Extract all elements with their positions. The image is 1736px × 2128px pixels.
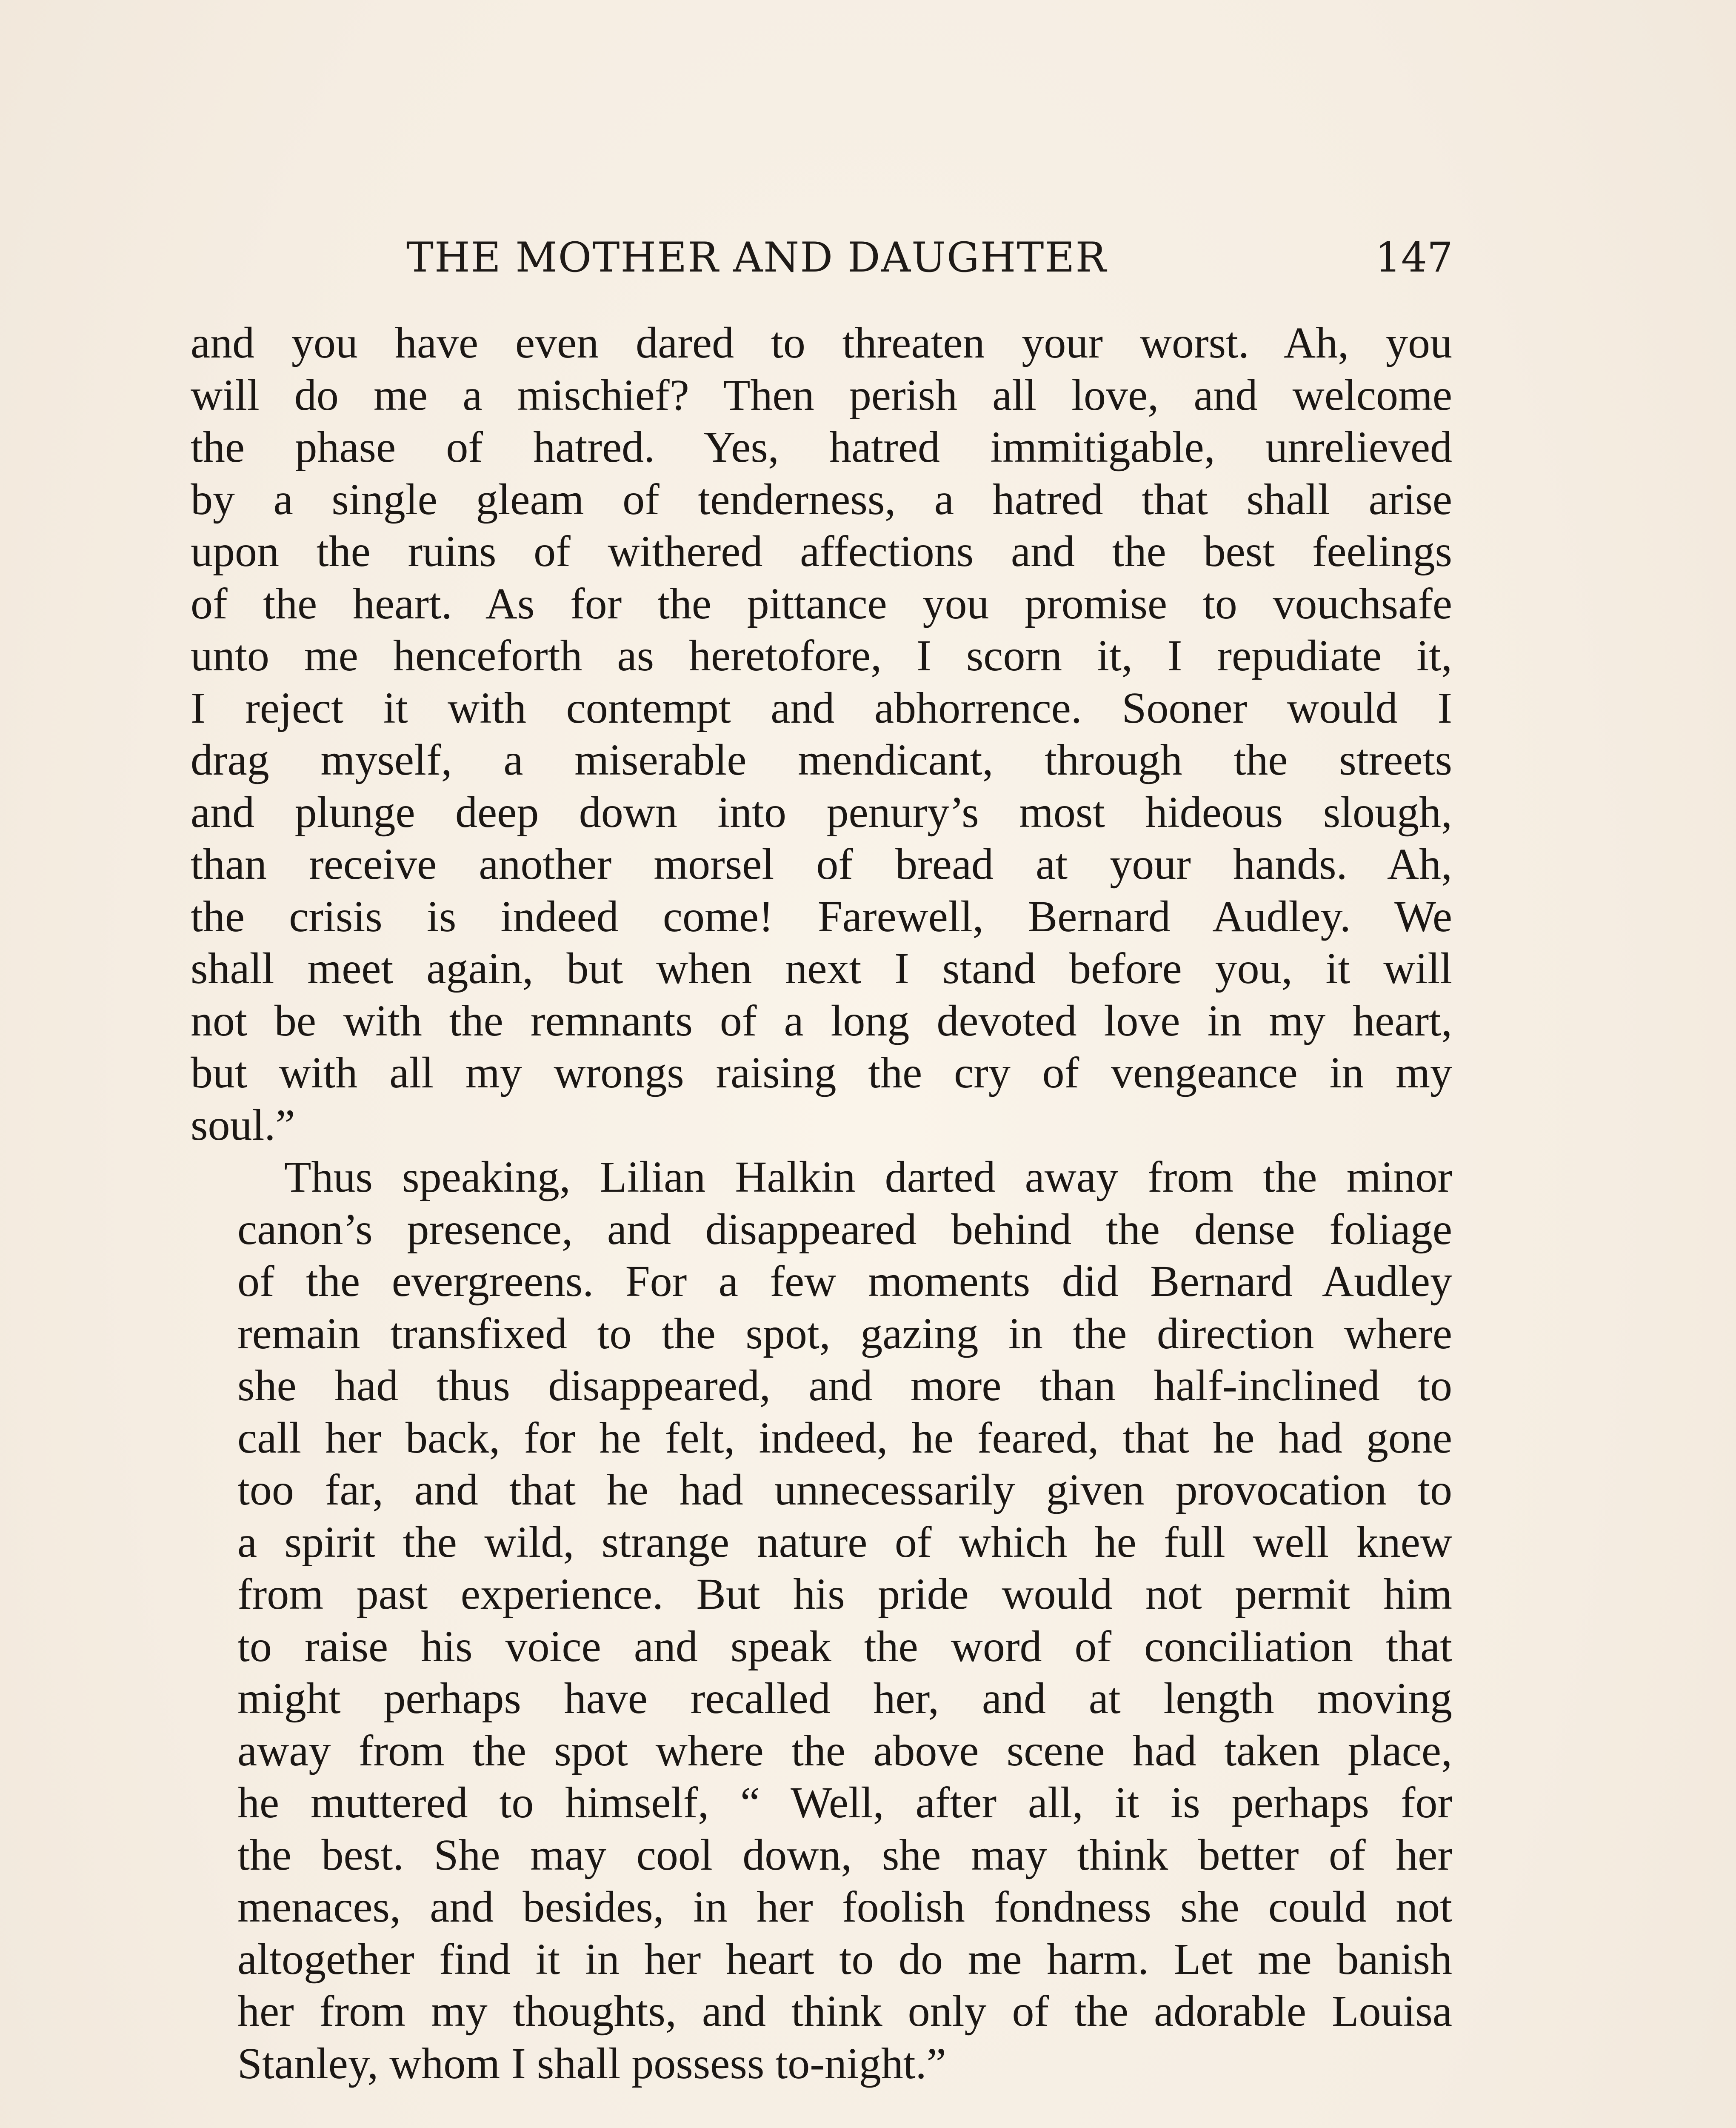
text-line: she had thus disappeared, and more than half-inclined to [237, 1361, 1452, 1410]
text-line: but with all my wrongs raising the cry of vengeance in my [191, 1048, 1452, 1097]
text-line: call her back, for he felt, indeed, he feared, that he had gone [237, 1413, 1452, 1462]
text-line: her from my thoughts, and think only of the adorable Louisa [237, 1987, 1452, 2036]
text-line: from past experience. But his pride would not permit him [237, 1570, 1452, 1619]
text-line: and plunge deep down into penury’s most hideous slough, [191, 787, 1452, 837]
text-line: I reject it with contempt and abhorrence. Sooner would I [191, 683, 1452, 732]
text-line: away from the spot where the above scene had taken place, [237, 1726, 1452, 1775]
text-line: the crisis is indeed come! Farewell, Bernard Audley. We [191, 892, 1452, 941]
text-line: unto me henceforth as heretofore, I scorn it, I repudiate it, [191, 631, 1452, 680]
text-line: to raise his voice and speak the word of conciliation that [237, 1622, 1452, 1671]
text-line: the phase of hatred. Yes, hatred immitigable, unrelieved [191, 423, 1452, 472]
text-line: and you have even dared to threaten your worst. Ah, you [191, 318, 1452, 367]
text-line: will do me a mischief? Then perish all love, and welcome [191, 370, 1452, 420]
text-line: drag myself, a miserable mendicant, through the streets [191, 735, 1452, 784]
text-line: he muttered to himself, “ Well, after all, it is perhaps for [237, 1778, 1452, 1827]
text-line: the best. She may cool down, she may think better of her [237, 1830, 1452, 1879]
running-head [194, 230, 1453, 285]
text-line: soul.” [191, 1100, 295, 1150]
text-line: might perhaps have recalled her, and at length moving [237, 1674, 1452, 1723]
text-line: not be with the remnants of a long devoted love in my heart, [191, 996, 1452, 1045]
text-line: menaces, and besides, in her foolish fondness she could not [237, 1882, 1452, 1931]
text-line: too far, and that he had unnecessarily given provocation to [237, 1465, 1452, 1514]
text-line: shall meet again, but when next I stand before you, it will [191, 944, 1452, 993]
text-line: Thus speaking, Lilian Halkin darted away from the minor [284, 1153, 1452, 1201]
text-line: than receive another morsel of bread at your hands. Ah, [191, 840, 1452, 889]
text-line: altogether find it in her heart to do me harm. Let me banish [237, 1934, 1452, 1984]
text-line: canon’s presence, and disappeared behind the dense foliage [237, 1204, 1452, 1254]
text-line: by a single gleam of tenderness, a hatred that shall arise [191, 475, 1452, 524]
text-line: remain transfixed to the spot, gazing in the direction where [237, 1309, 1452, 1358]
text-line: Stanley, whom I shall possess to-night.” [237, 2039, 946, 2088]
paragraph-1 [191, 317, 1452, 1151]
text-line: of the heart. As for the pittance you promise to vouchsafe [191, 579, 1452, 628]
running-title: THE MOTHER AND DAUGHTER [406, 234, 1107, 281]
paragraph-2 [191, 1151, 1452, 2090]
text-line: of the evergreens. For a few moments did Bernard Audley [237, 1257, 1452, 1306]
text-line: a spirit the wild, strange nature of which he full well knew [237, 1517, 1452, 1567]
body-text [191, 317, 1452, 2090]
text-line: upon the ruins of withered affections and the best feelings [191, 527, 1452, 576]
page-number: 147 [1375, 234, 1453, 281]
